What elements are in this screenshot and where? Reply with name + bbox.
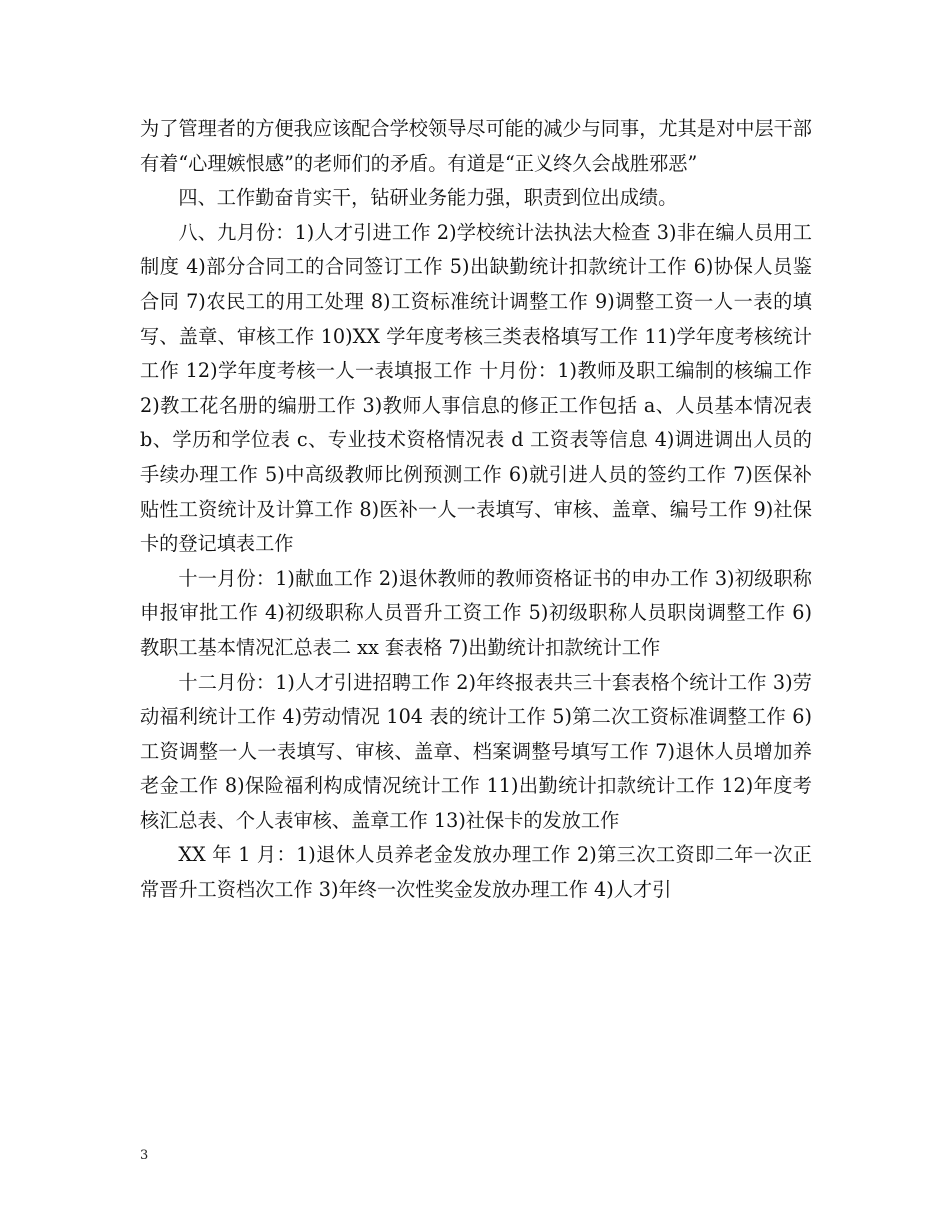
document-body: [140, 112, 812, 908]
paragraph-5: 十二月份：1)人才引进招聘工作 2)年终报表共三十套表格个统计工作 3)劳动福利统计工作 4)劳动情况 104 表的统计工作 5)第二次工资标准调整工作 6)工资调整一人一表填写、审核、盖章、档案调整号填写工作 7)退休人员增加养老金工作 8)保险福利构成情况统计工作 11)出勤统计扣款统计工作 12)年度考核汇总表、个人表审核、盖章工作 13)社保卡的发放工作: [140, 670, 812, 832]
paragraph-1: 为了管理者的方便我应该配合学校领导尽可能的减少与同事，尤其是对中层干部有着“心理嫉恨感”的老师们的矛盾。有道是“正义终久会战胜邪恶”: [140, 117, 812, 175]
paragraph-6: XX 年 1 月：1)退休人员养老金发放办理工作 2)第三次工资即二年一次正常晋升工资档次工作 3)年终一次性奖金发放办理工作 4)人才引: [140, 843, 812, 902]
page-number: 3: [140, 1148, 149, 1163]
paragraph-2: 四、工作勤奋肯实干，钻研业务能力强，职责到位出成绩。: [178, 186, 678, 210]
paragraph-4: 十一月份：1)献血工作 2)退休教师的教师资格证书的申办工作 3)初级职称申报审批工作 4)初级职称人员晋升工资工作 5)初级职称人员职岗调整工作 6)教职工基本情况汇总表二 xx 套表格 7)出勤统计扣款统计工作: [140, 566, 812, 659]
paragraph-3: 八、九月份：1)人才引进工作 2)学校统计法执法大检查 3)非在编人员用工制度 4)部分合同工的合同签订工作 5)出缺勤统计扣款统计工作 6)协保人员鉴合同 7)农民工的用工处理 8)工资标准统计调整工作 9)调整工资一人一表的填写、盖章、审核工作 10)XX 学年度考核三类表格填写工作 11)学年度考核统计工作 12)学年度考核一人一表填报工作 十月份：1)教师及职工编制的核编工作 2)教工花名册的编册工作 3)教师人事信息的修正工作包括 a、人员基本情况表 b、学历和学位表 c、专业技术资格情况表 d 工资表等信息 4)调进调出人员的手续办理工作 5)中高级教师比例预测工作 6)就引进人员的签约工作 7)医保补贴性工资统计及计算工作 8)医补一人一表填写、审核、盖章、编号工作 9)社保卡的登记填表工作: [140, 220, 812, 556]
